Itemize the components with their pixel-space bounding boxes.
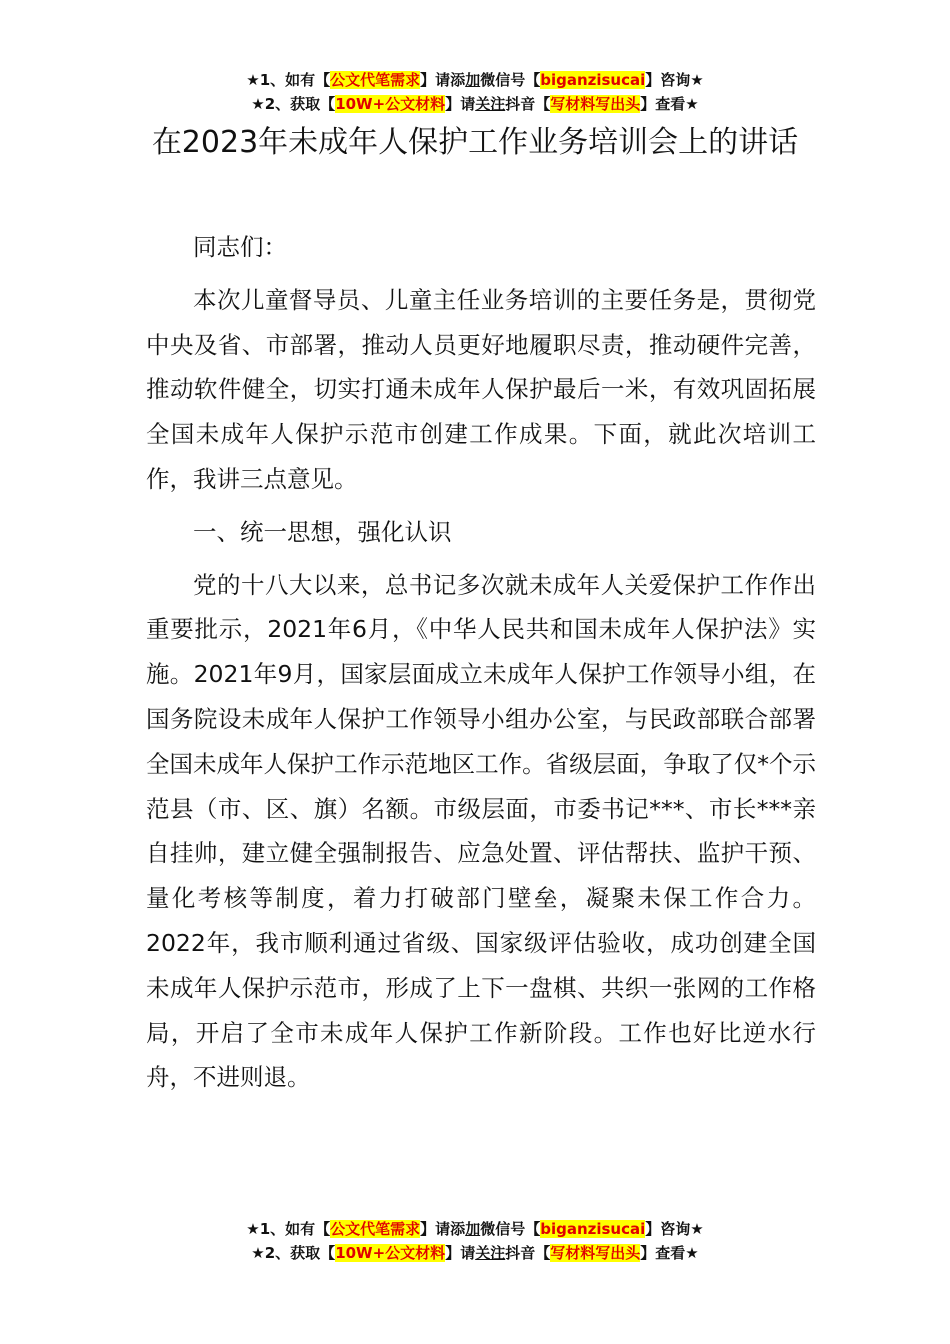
banner-highlight: 公文代笔需求	[330, 71, 421, 89]
banner-text: ★1、如有【	[246, 71, 331, 89]
banner-text: ★1、如有【	[246, 1220, 331, 1238]
banner-highlight: 写材料写出头	[550, 95, 641, 113]
salutation: 同志们：	[193, 233, 287, 261]
banner-highlight: biganzisucai	[540, 71, 646, 89]
banner-line-2	[0, 1241, 950, 1265]
section-heading-1: 一、统一思想，强化认识	[193, 517, 452, 546]
banner-underline: 关注	[475, 95, 506, 113]
banner-underline: 关注	[475, 1244, 506, 1262]
banner-line-1	[0, 1217, 950, 1241]
banner-line-2	[0, 92, 950, 116]
banner-text: ★2、获取【	[251, 1244, 336, 1262]
banner-text: ★2、获取【	[251, 95, 336, 113]
banner-text: 】查看★	[640, 95, 699, 113]
banner-text: 】咨询★	[645, 1220, 704, 1238]
banner-text: 抖音【	[505, 95, 551, 113]
banner-text: 】咨询★	[645, 71, 704, 89]
paragraph-2: 党的十八大以来，总书记多次就未成年人关爱保护工作作出重要批示，2021年6月，《中华人民共和国未成年人保护法》实施。2021年9月，国家层面成立未成年人保护工作领导小组，在国务院设未成年人保护工作领导小组办公室，与民政部联合部署全国未成年人保护工作示范地区工作。省级层面，争取了仅*个示范县（市、区、旗）名额。市级层面，市委书记***、市长***亲自挂帅，建立健全强制报告、应急处置、评估帮扶、监护干预、量化考核等制度，着力打破部门壁垒，凝聚未保工作合力。2022年，我市顺利通过省级、国家级评估验收，成功创建全国未成年人保护示范市，形成了上下一盘棋、共织一张网的工作格局，开启了全市未成年人保护工作新阶段。工作也好比逆水行舟，不进则退。	[146, 570, 816, 1092]
banner-bottom	[0, 1217, 950, 1265]
banner-highlight: 10W+公文材料	[335, 1244, 446, 1262]
banner-highlight: 公文代笔需求	[330, 1220, 421, 1238]
paragraph-1: 本次儿童督导员、儿童主任业务培训的主要任务是，贯彻党中央及省、市部署，推动人员更好地履职尽责，推动硬件完善，推动软件健全，切实打通未成年人保护最后一米，有效巩固拓展全国未成年人保护示范市创建工作成果。下面，就此次培训工作，我讲三点意见。	[146, 285, 816, 493]
banner-highlight: 10W+公文材料	[335, 95, 446, 113]
banner-highlight: 写材料写出头	[550, 1244, 641, 1262]
banner-text: 微信号【	[480, 1220, 541, 1238]
banner-text: 抖音【	[505, 1244, 551, 1262]
banner-text: 】查看★	[640, 1244, 699, 1262]
banner-text: 】请添	[420, 1220, 466, 1238]
banner-line-1	[0, 68, 950, 92]
banner-highlight: biganzisucai	[540, 1220, 646, 1238]
banner-text: 】请	[445, 1244, 476, 1262]
banner-underline: 加	[465, 71, 481, 89]
banner-text: 微信号【	[480, 71, 541, 89]
banner-underline: 加	[465, 1220, 481, 1238]
banner-text: 】请添	[420, 71, 466, 89]
banner-top	[0, 68, 950, 116]
document-body	[146, 225, 816, 1108]
document-title: 在2023年未成年人保护工作业务培训会上的讲话	[151, 125, 799, 160]
banner-text: 】请	[445, 95, 476, 113]
